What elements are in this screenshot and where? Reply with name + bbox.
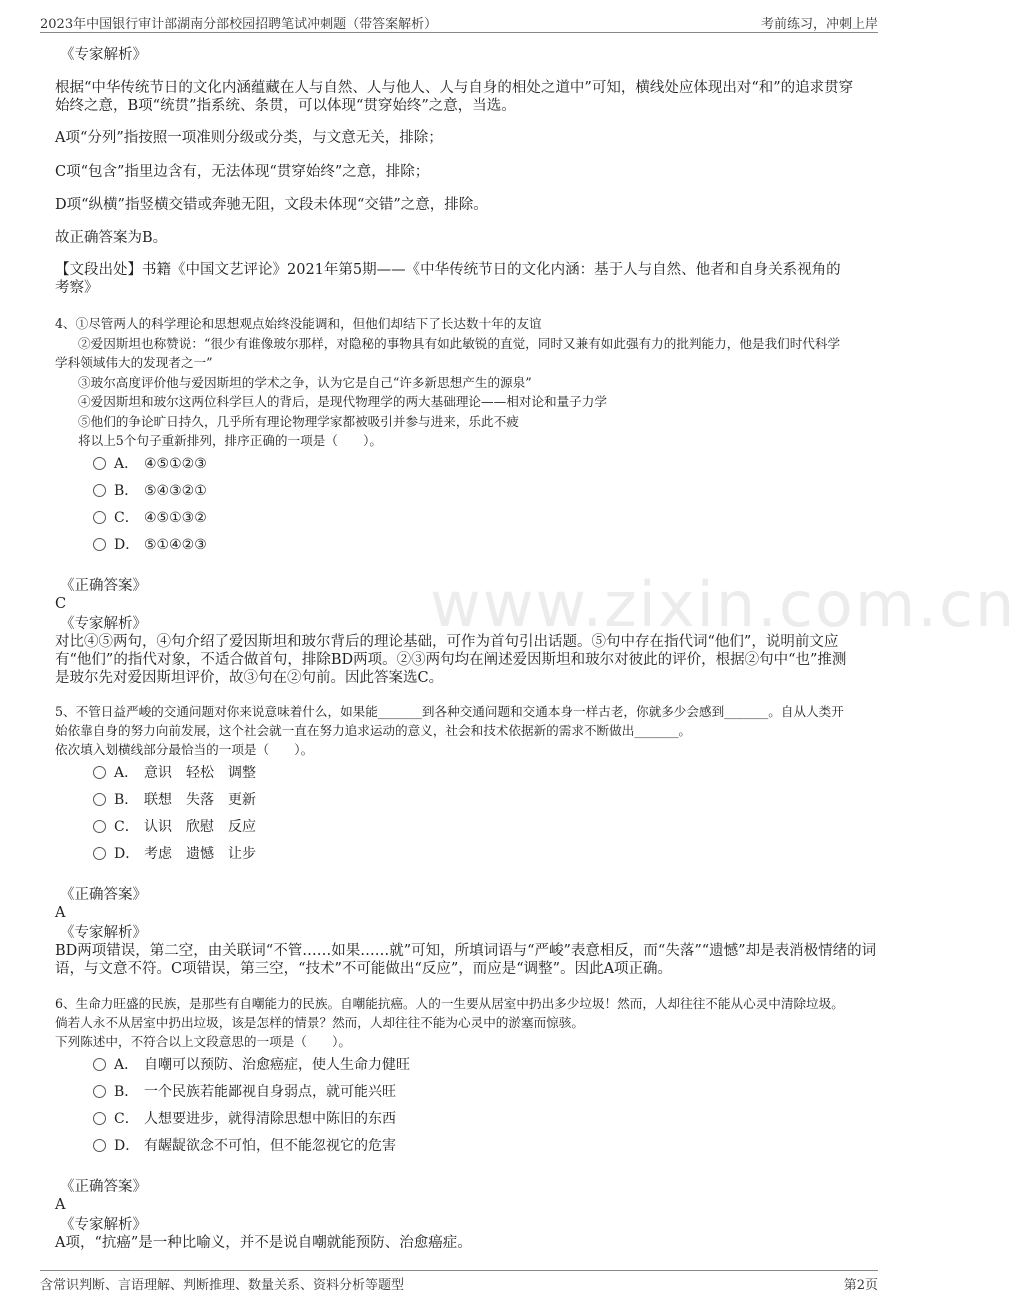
radio-icon[interactable] bbox=[93, 793, 106, 806]
q5-analysis-line: 语，与文意不符。C项错误，第三空，“技术”不可能做出“反应”，而应是“调整”。因此A项正确。 bbox=[55, 961, 673, 977]
q4-option-c[interactable]: C． ④⑤①③② bbox=[93, 508, 207, 528]
q5-option-a[interactable]: A． 意识 轻松 调整 bbox=[93, 763, 256, 783]
q6-answer-label: 《正确答案》 bbox=[60, 1179, 147, 1195]
q3-source: 【文段出处】书籍《中国文艺评论》2021年第5期——《中华传统节日的文化内涵：基于人与自然、他者和自身关系视角的 bbox=[55, 262, 841, 278]
q6-stem-line: 倘若人永不从居室中扔出垃圾，该是怎样的情景？然而，人却往往不能为心灵中的淤塞而惊骇。 bbox=[55, 1015, 584, 1030]
q4-expert-label: 《专家解析》 bbox=[60, 616, 147, 632]
radio-icon[interactable] bbox=[93, 1058, 106, 1071]
q3-source: 考察》 bbox=[55, 280, 99, 296]
q5-answer-label: 《正确答案》 bbox=[60, 887, 147, 903]
footer-note: 含常识判断、言语理解、判断推理、数量关系、资料分析等题型 bbox=[40, 1278, 405, 1293]
q4-answer-label: 《正确答案》 bbox=[60, 578, 147, 594]
q4-analysis-line: 是玻尔先对爱因斯坦评价，故③句在②句前。因此答案选C。 bbox=[55, 670, 444, 686]
watermark: www.zixin.com.cn bbox=[430, 568, 1016, 641]
page-number: 第2页 bbox=[843, 1278, 878, 1293]
q4-option-d[interactable]: D． ⑤①④②③ bbox=[93, 535, 207, 555]
q6-option-a[interactable]: A． 自嘲可以预防、治愈癌症，使人生命力健旺 bbox=[93, 1055, 410, 1075]
header-slogan: 考前练习，冲刺上岸 bbox=[760, 17, 878, 32]
q4-prompt: 将以上5个句子重新排列，排序正确的一项是（ ）。 bbox=[78, 433, 382, 448]
q4-stem-line: 学科领域伟大的发现者之一” bbox=[55, 355, 213, 370]
q4-stem-line: ③玻尔高度评价他与爱因斯坦的学术之争，认为它是自己“许多新思想产生的源泉” bbox=[78, 375, 532, 390]
q3-conclusion: 故正确答案为B。 bbox=[55, 230, 168, 246]
q6-answer: A bbox=[55, 1197, 66, 1213]
radio-icon[interactable] bbox=[93, 766, 106, 779]
page-footer bbox=[40, 1270, 878, 1293]
q6-expert-label: 《专家解析》 bbox=[60, 1217, 147, 1233]
page-header bbox=[40, 10, 878, 33]
q4-answer: C bbox=[55, 596, 67, 612]
q4-analysis-line: 对比④⑤两句，④句介绍了爱因斯坦和玻尔背后的理论基础，可作为首句引出话题。⑤句中存在指代词“他们”，说明前文应 bbox=[55, 634, 839, 650]
q6-analysis-line: A项，“抗癌”是一种比喻义，并不是说自嘲就能预防、治愈癌症。 bbox=[55, 1235, 472, 1251]
q4-option-b[interactable]: B． ⑤④③②① bbox=[93, 481, 207, 501]
q5-option-c[interactable]: C． 认识 欣慰 反应 bbox=[93, 817, 256, 837]
q4-stem-line: ⑤他们的争论旷日持久，几乎所有理论物理学家都被吸引并参与进来，乐此不疲 bbox=[78, 414, 519, 429]
q4-stem-line: 4、①尽管两人的科学理论和思想观点始终没能调和，但他们却结下了长达数十年的友谊 bbox=[55, 316, 542, 331]
radio-icon[interactable] bbox=[93, 820, 106, 833]
radio-icon[interactable] bbox=[93, 538, 106, 551]
header-title: 2023年中国银行审计部湖南分部校园招聘笔试冲刺题（带答案解析） bbox=[40, 17, 438, 32]
q5-analysis-line: BD两项错误，第二空，由关联词“不管……如果……就”可知，所填词语与“严峻”表意相反，而“失落”“遗憾”却是表消极情绪的词 bbox=[55, 943, 877, 959]
radio-icon[interactable] bbox=[93, 1085, 106, 1098]
q5-stem-line: 5、不管日益严峻的交通问题对你来说意味着什么，如果能_______到各种交通问题和交通本身一样古老，你就多少会感到_______。自从人类开 bbox=[55, 704, 844, 719]
q5-option-b[interactable]: B． 联想 失落 更新 bbox=[93, 790, 256, 810]
q3-analysis-line: 始终之意，B项“统贯”指系统、条贯，可以体现“贯穿始终”之意，当选。 bbox=[55, 98, 516, 114]
q4-analysis-line: 有“他们”的指代对象，不适合做首句，排除BD两项。②③两句均在阐述爱因斯坦和玻尔对彼此的评价，根据②句中“也”推测 bbox=[55, 652, 847, 668]
q3-option-c-analysis: C项“包含”指里边含有，无法体现“贯穿始终”之意，排除； bbox=[55, 164, 430, 180]
q6-option-d[interactable]: D． 有龌龊欲念不可怕，但不能忽视它的危害 bbox=[93, 1136, 396, 1156]
q5-expert-label: 《专家解析》 bbox=[60, 925, 147, 941]
q5-answer: A bbox=[55, 905, 66, 921]
q5-stem-line: 始依靠自身的努力向前发展，这个社会就一直在努力追求运动的意义，社会和技术依据新的需求不断做出_______。 bbox=[55, 723, 691, 738]
q4-option-a[interactable]: A． ④⑤①②③ bbox=[93, 454, 207, 474]
q3-option-d-analysis: D项“纵横”指竖横交错或奔驰无阻，文段未体现“交错”之意，排除。 bbox=[55, 197, 488, 213]
q3-option-a-analysis: A项“分列”指按照一项准则分级或分类，与文意无关，排除； bbox=[55, 130, 443, 146]
q3-analysis-line: 根据“中华传统节日的文化内涵蕴藏在人与自然、人与他人、人与自身的相处之道中”可知，横线处应体现出对“和”的追求贯穿 bbox=[55, 80, 854, 96]
radio-icon[interactable] bbox=[93, 1112, 106, 1125]
q3-expert-label: 《专家解析》 bbox=[60, 47, 147, 63]
q5-prompt: 依次填入划横线部分最恰当的一项是（ ）。 bbox=[55, 742, 314, 757]
q6-option-b[interactable]: B． 一个民族若能鄙视自身弱点，就可能兴旺 bbox=[93, 1082, 396, 1102]
q4-stem-line: ④爱因斯坦和玻尔这两位科学巨人的背后，是现代物理学的两大基础理论——相对论和量子力学 bbox=[78, 394, 607, 409]
radio-icon[interactable] bbox=[93, 511, 106, 524]
radio-icon[interactable] bbox=[93, 484, 106, 497]
radio-icon[interactable] bbox=[93, 1139, 106, 1152]
q6-stem-line: 6、生命力旺盛的民族，是那些有自嘲能力的民族。自嘲能抗癌。人的一生要从居室中扔出多少垃圾！然而，人却往往不能从心灵中清除垃圾。 bbox=[55, 996, 844, 1011]
q5-option-d[interactable]: D． 考虑 遗憾 让步 bbox=[93, 844, 256, 864]
radio-icon[interactable] bbox=[93, 847, 106, 860]
q4-stem-line: ②爱因斯坦也称赞说：“很少有谁像玻尔那样，对隐秘的事物具有如此敏锐的直觉，同时又兼有如此强有力的批判能力，他是我们时代科学 bbox=[78, 336, 841, 351]
q6-option-c[interactable]: C． 人想要进步，就得清除思想中陈旧的东西 bbox=[93, 1109, 396, 1129]
radio-icon[interactable] bbox=[93, 457, 106, 470]
q6-prompt: 下列陈述中，不符合以上文段意思的一项是（ ）。 bbox=[55, 1034, 351, 1049]
